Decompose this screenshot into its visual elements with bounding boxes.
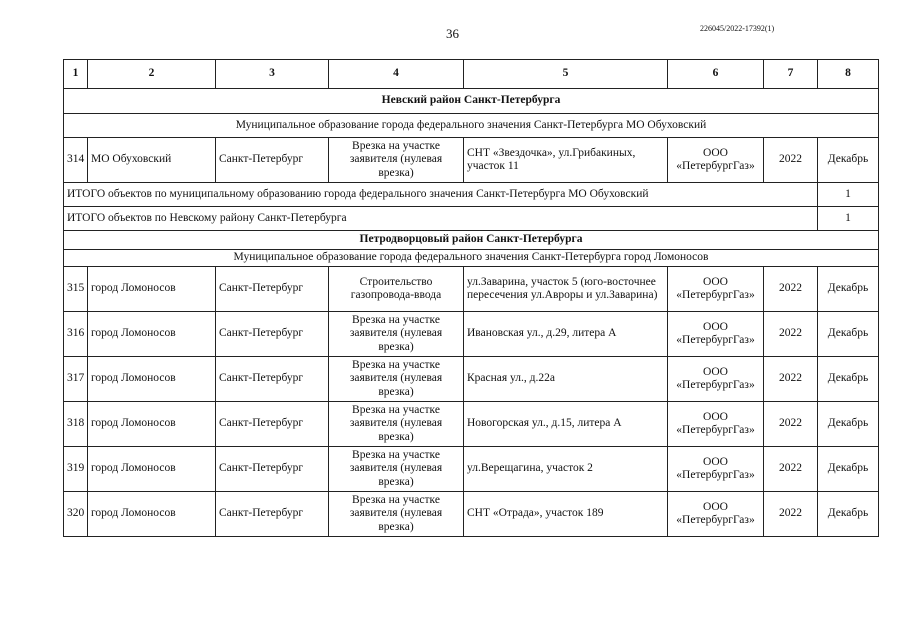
row-municipality: город Ломоносов xyxy=(88,357,216,402)
row-address: ул.Верещагина, участок 2 xyxy=(464,447,668,492)
municipality-title: Муниципальное образование города федерального значения Санкт-Петербурга город Ломоносов xyxy=(64,250,879,267)
row-organization: ООО «ПетербургГаз» xyxy=(668,267,764,312)
district-row xyxy=(64,231,879,250)
municipality-row xyxy=(64,114,879,138)
row-month: Декабрь xyxy=(818,138,879,183)
row-number: 316 xyxy=(64,312,88,357)
table-row xyxy=(64,267,879,312)
row-city: Санкт-Петербург xyxy=(216,138,329,183)
row-organization: ООО «ПетербургГаз» xyxy=(668,357,764,402)
row-year: 2022 xyxy=(764,402,818,447)
total-label: ИТОГО объектов по муниципальному образованию города федерального значения Санкт-Петербурга МО Обуховский xyxy=(64,183,818,207)
municipality-title: Муниципальное образование города федерального значения Санкт-Петербурга МО Обуховский xyxy=(64,114,879,138)
row-municipality: город Ломоносов xyxy=(88,267,216,312)
row-city: Санкт-Петербург xyxy=(216,402,329,447)
row-work-type: Врезка на участке заявителя (нулевая врезка) xyxy=(329,402,464,447)
row-city: Санкт-Петербург xyxy=(216,447,329,492)
row-municipality: город Ломоносов xyxy=(88,402,216,447)
row-address: ул.Заварина, участок 5 (юго-восточнее пересечения ул.Авроры и ул.Заварина) xyxy=(464,267,668,312)
table-row xyxy=(64,447,879,492)
row-work-type: Врезка на участке заявителя (нулевая врезка) xyxy=(329,357,464,402)
row-work-type: Врезка на участке заявителя (нулевая врезка) xyxy=(329,138,464,183)
row-number: 318 xyxy=(64,402,88,447)
row-year: 2022 xyxy=(764,447,818,492)
total-row xyxy=(64,207,879,231)
total-label: ИТОГО объектов по Невскому району Санкт-Петербурга xyxy=(64,207,818,231)
row-year: 2022 xyxy=(764,312,818,357)
column-number-row xyxy=(64,60,879,89)
district-title: Петродворцовый район Санкт-Петербурга xyxy=(64,231,879,250)
row-organization: ООО «ПетербургГаз» xyxy=(668,447,764,492)
table-row xyxy=(64,492,879,537)
column-number: 7 xyxy=(764,60,818,89)
row-address: Ивановская ул., д.29, литера А xyxy=(464,312,668,357)
row-month: Декабрь xyxy=(818,357,879,402)
row-year: 2022 xyxy=(764,492,818,537)
row-month: Декабрь xyxy=(818,447,879,492)
page-number: 36 xyxy=(446,26,459,41)
row-work-type: Врезка на участке заявителя (нулевая врезка) xyxy=(329,492,464,537)
row-year: 2022 xyxy=(764,138,818,183)
table-row xyxy=(64,402,879,447)
row-municipality: МО Обуховский xyxy=(88,138,216,183)
row-work-type: Строительство газопровода-ввода xyxy=(329,267,464,312)
row-month: Декабрь xyxy=(818,402,879,447)
row-address: Новогорская ул., д.15, литера А xyxy=(464,402,668,447)
row-organization: ООО «ПетербургГаз» xyxy=(668,138,764,183)
column-number: 3 xyxy=(216,60,329,89)
row-number: 317 xyxy=(64,357,88,402)
document-code: 226045/2022-17392(1) xyxy=(700,24,775,33)
column-number: 2 xyxy=(88,60,216,89)
row-month: Декабрь xyxy=(818,312,879,357)
column-number: 5 xyxy=(464,60,668,89)
row-municipality: город Ломоносов xyxy=(88,492,216,537)
district-title: Невский район Санкт-Петербурга xyxy=(64,89,879,114)
row-year: 2022 xyxy=(764,267,818,312)
row-number: 319 xyxy=(64,447,88,492)
row-year: 2022 xyxy=(764,357,818,402)
table-row xyxy=(64,357,879,402)
row-number: 315 xyxy=(64,267,88,312)
column-number: 8 xyxy=(818,60,879,89)
row-organization: ООО «ПетербургГаз» xyxy=(668,402,764,447)
row-organization: ООО «ПетербургГаз» xyxy=(668,492,764,537)
row-address: СНТ «Отрада», участок 189 xyxy=(464,492,668,537)
row-municipality: город Ломоносов xyxy=(88,312,216,357)
column-number: 4 xyxy=(329,60,464,89)
row-address: СНТ «Звездочка», ул.Грибакиных, участок 11 xyxy=(464,138,668,183)
row-month: Декабрь xyxy=(818,492,879,537)
row-city: Санкт-Петербург xyxy=(216,357,329,402)
row-municipality: город Ломоносов xyxy=(88,447,216,492)
table-row xyxy=(64,312,879,357)
total-value: 1 xyxy=(818,207,879,231)
table-row xyxy=(64,138,879,183)
row-city: Санкт-Петербург xyxy=(216,492,329,537)
row-month: Декабрь xyxy=(818,267,879,312)
row-work-type: Врезка на участке заявителя (нулевая врезка) xyxy=(329,312,464,357)
district-row xyxy=(64,89,879,114)
row-organization: ООО «ПетербургГаз» xyxy=(668,312,764,357)
column-number: 1 xyxy=(64,60,88,89)
row-work-type: Врезка на участке заявителя (нулевая врезка) xyxy=(329,447,464,492)
municipality-row xyxy=(64,250,879,267)
column-number: 6 xyxy=(668,60,764,89)
objects-table xyxy=(63,59,879,537)
row-address: Красная ул., д.22а xyxy=(464,357,668,402)
row-city: Санкт-Петербург xyxy=(216,312,329,357)
row-city: Санкт-Петербург xyxy=(216,267,329,312)
total-value: 1 xyxy=(818,183,879,207)
row-number: 314 xyxy=(64,138,88,183)
total-row xyxy=(64,183,879,207)
row-number: 320 xyxy=(64,492,88,537)
